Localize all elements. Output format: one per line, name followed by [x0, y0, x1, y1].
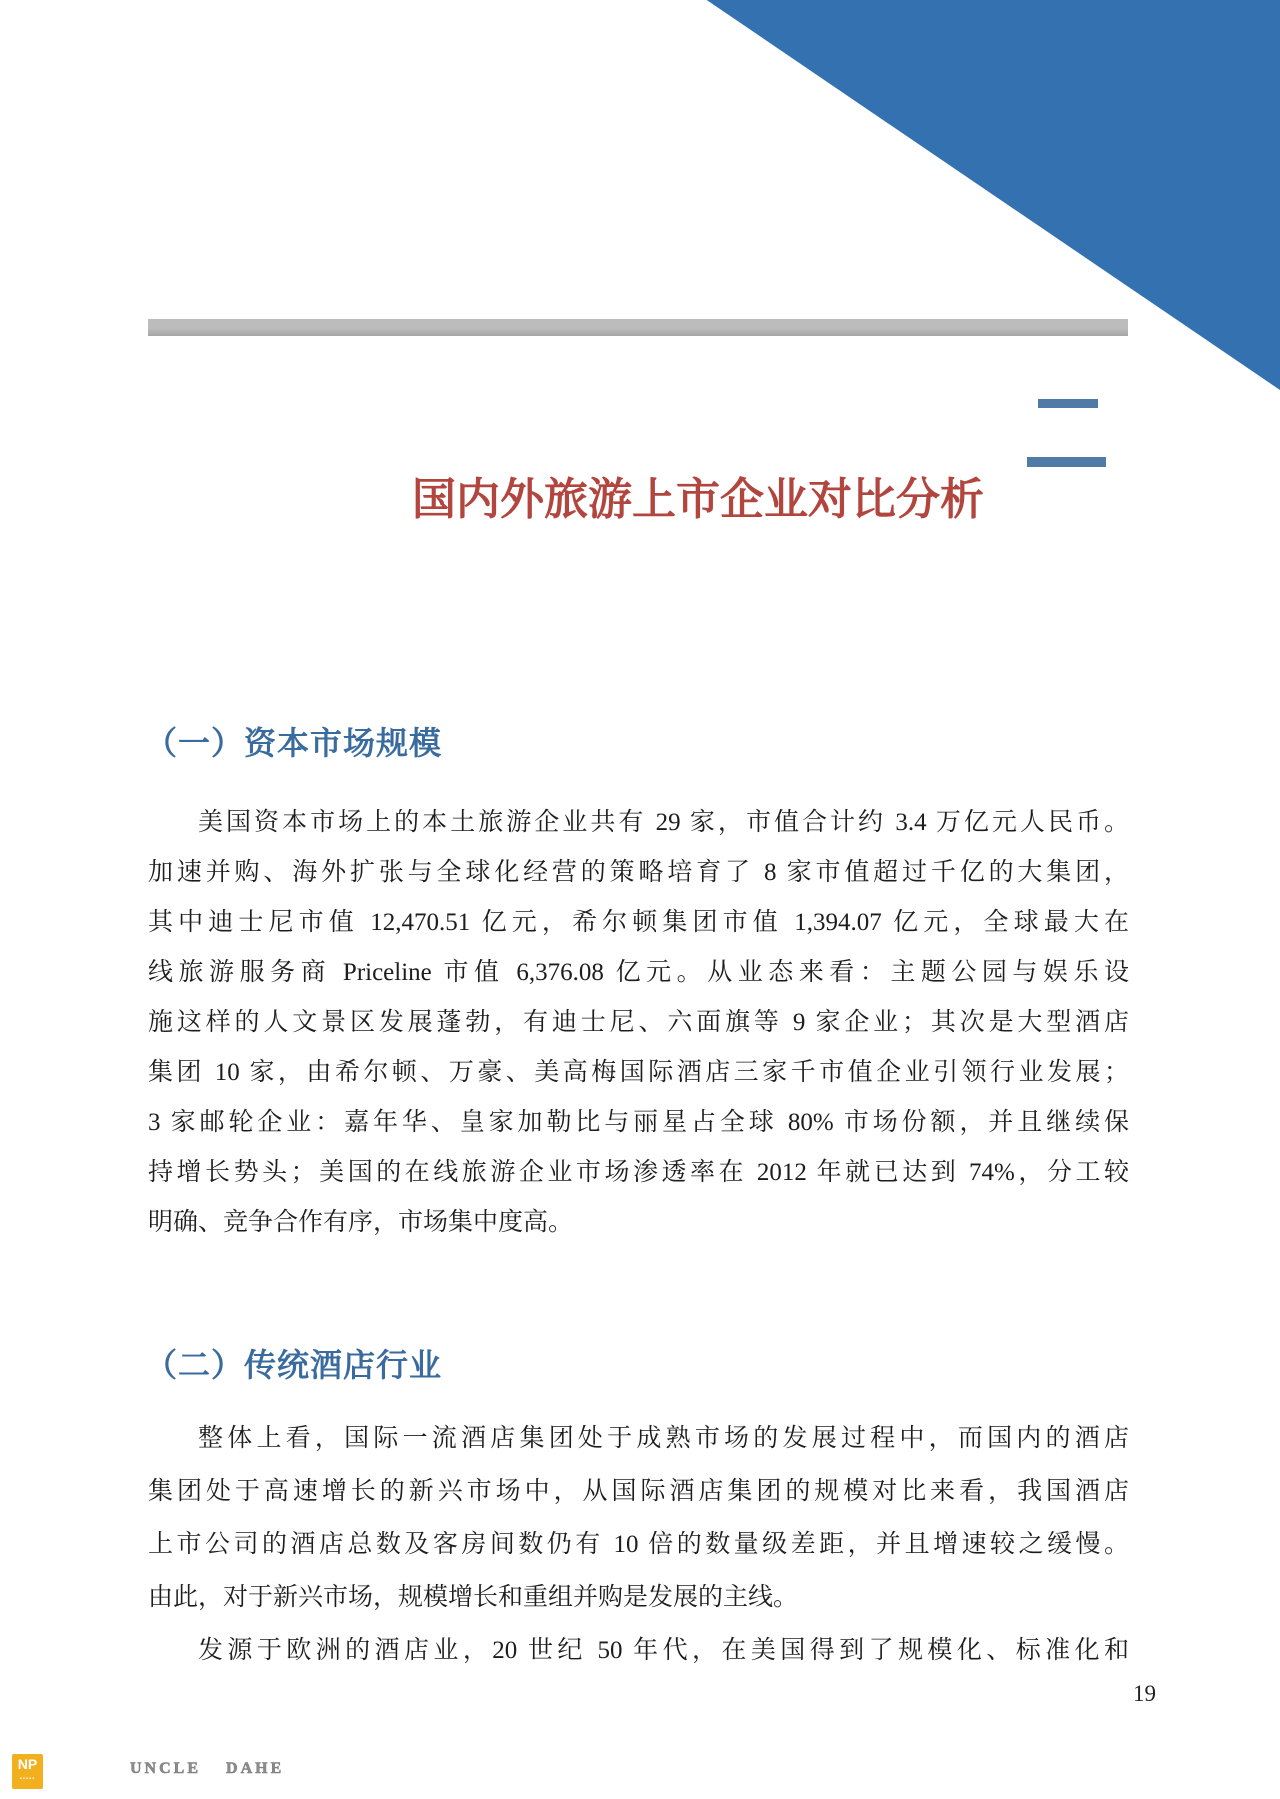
- body-line: 3 家邮轮企业：嘉年华、皇家加勒比与丽星占全球 80% 市场份额，并且继续保: [148, 1109, 1129, 1136]
- body-line: 整体上看，国际一流酒店集团处于成熟市场的发展过程中，而国内的酒店: [198, 1425, 1129, 1452]
- brand-logo-dots: ▪▪▪▪▪: [19, 1776, 36, 1782]
- brand-logo-icon: [12, 1754, 43, 1789]
- section-2-heading: （二）传统酒店行业: [145, 1347, 443, 1383]
- chapter-dash-top-icon: [1038, 399, 1098, 408]
- section-2-paragraph: [148, 1412, 1129, 1677]
- body-line: 发源于欧洲的酒店业，20 世纪 50 年代，在美国得到了规模化、标准化和: [198, 1637, 1129, 1664]
- chapter-title: 国内外旅游上市企业对比分析: [412, 475, 984, 524]
- page-number: 19: [1133, 1681, 1156, 1706]
- body-line: 加速并购、海外扩张与全球化经营的策略培育了 8 家市值超过千亿的大集团，: [148, 859, 1129, 886]
- body-line: 线旅游服务商 Priceline 市值 6,376.08 亿元。从业态来看：主题公园与娱乐设: [148, 959, 1129, 986]
- brand-name: UNCLE DAHE: [130, 1760, 285, 1777]
- body-line: 集团 10 家，由希尔顿、万豪、美高梅国际酒店三家千市值企业引领行业发展；: [148, 1059, 1129, 1086]
- body-line: 美国资本市场上的本土旅游企业共有 29 家，市值合计约 3.4 万亿元人民币。: [198, 809, 1129, 836]
- body-line: 由此，对于新兴市场，规模增长和重组并购是发展的主线。: [148, 1584, 799, 1611]
- section-1-paragraph: [148, 798, 1129, 1248]
- section-1-heading: （一）资本市场规模: [145, 725, 443, 761]
- brand-logo-text: NP: [17, 1756, 38, 1772]
- body-line: 持增长势头；美国的在线旅游企业市场渗透率在 2012 年就已达到 74%，分工较: [148, 1159, 1129, 1186]
- body-line: 上市公司的酒店总数及客房间数仍有 10 倍的数量级差距，并且增速较之缓慢。: [148, 1531, 1129, 1558]
- body-line: 明确、竞争合作有序，市场集中度高。: [148, 1209, 574, 1236]
- chapter-dash-bottom-icon: [1027, 457, 1106, 467]
- body-line: 其中迪士尼市值 12,470.51 亿元，希尔顿集团市值 1,394.07 亿元，全球最大在: [148, 909, 1129, 936]
- divider-bar: [148, 319, 1128, 336]
- body-line: 施这样的人文景区发展蓬勃，有迪士尼、六面旗等 9 家企业；其次是大型酒店: [148, 1009, 1129, 1036]
- body-line: 集团处于高速增长的新兴市场中，从国际酒店集团的规模对比来看，我国酒店: [148, 1478, 1129, 1505]
